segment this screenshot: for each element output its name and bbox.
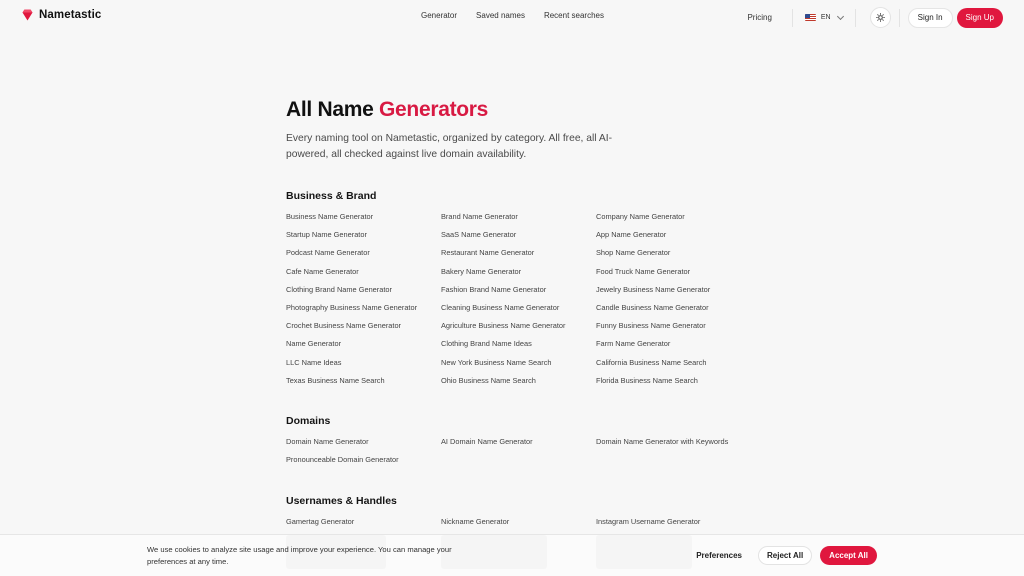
generator-link[interactable]: Food Truck Name Generator xyxy=(596,266,691,276)
main-nav xyxy=(421,11,604,20)
header-divider xyxy=(792,9,793,27)
generator-link[interactable]: Jewelry Business Name Generator xyxy=(596,284,711,294)
generator-link[interactable]: Business Name Generator xyxy=(286,212,374,221)
generator-link-grid xyxy=(286,212,756,394)
page-subtitle: Every naming tool on Nametastic, organized by category. All free, all AI-powered, all checked against live domain availability. xyxy=(286,133,613,160)
obscured-content xyxy=(596,535,692,569)
generator-link-grid xyxy=(286,437,756,473)
generator-link[interactable]: Farm Name Generator xyxy=(596,339,671,349)
sun-icon xyxy=(876,13,885,22)
nav-saved-names[interactable]: Saved names xyxy=(476,11,525,20)
generator-link[interactable]: Name Generator xyxy=(286,339,342,349)
sign-in-button[interactable]: Sign In xyxy=(908,8,953,28)
cookie-message: We use cookies to analyze site usage and improve your experience. You can manage your preferences at any time. xyxy=(147,545,452,567)
generator-link[interactable]: Podcast Name Generator xyxy=(286,248,370,258)
cookie-banner xyxy=(0,534,1024,576)
generator-link[interactable]: Photography Business Name Generator xyxy=(286,302,418,312)
main-content xyxy=(286,98,756,526)
generator-link[interactable]: Domain Name Generator xyxy=(286,437,369,446)
generator-link[interactable]: Restaurant Name Generator xyxy=(441,248,535,258)
generator-link[interactable]: Texas Business Name Search xyxy=(286,375,385,385)
generator-link[interactable]: Company Name Generator xyxy=(596,212,685,221)
generator-link[interactable]: Crochet Business Name Generator xyxy=(286,321,402,331)
section-title: Business & Brand xyxy=(286,190,377,202)
generator-link[interactable]: Candle Business Name Generator xyxy=(596,302,709,312)
generator-link[interactable]: SaaS Name Generator xyxy=(441,230,517,240)
generator-link[interactable]: Brand Name Generator xyxy=(441,212,518,221)
generator-link[interactable]: Gamertag Generator xyxy=(286,517,355,526)
section-title: Usernames & Handles xyxy=(286,495,397,507)
generator-link[interactable]: Instagram Username Generator xyxy=(596,517,701,526)
language-selector[interactable] xyxy=(801,14,847,21)
section-domains xyxy=(286,415,756,473)
generator-link[interactable]: Clothing Brand Name Ideas xyxy=(441,339,532,349)
generator-link[interactable]: Shop Name Generator xyxy=(596,248,671,258)
pricing-link[interactable]: Pricing xyxy=(747,13,772,22)
generator-link[interactable]: Bakery Name Generator xyxy=(441,266,522,276)
title-accent: Generators xyxy=(379,98,489,121)
generator-link[interactable]: Nickname Generator xyxy=(441,517,510,526)
cookie-accept-all-button[interactable]: Accept All xyxy=(820,546,877,565)
language-label: EN xyxy=(820,14,831,21)
cookie-preferences-button[interactable]: Preferences xyxy=(696,551,742,560)
us-flag-icon xyxy=(805,14,816,21)
generator-link[interactable]: Domain Name Generator with Keywords xyxy=(596,437,729,446)
page-title xyxy=(286,98,756,122)
brand-name: Nametastic xyxy=(39,9,102,21)
generator-link[interactable]: Ohio Business Name Search xyxy=(441,375,536,385)
top-header xyxy=(0,0,1024,34)
generator-link[interactable]: Cafe Name Generator xyxy=(286,266,359,276)
nav-recent-searches[interactable]: Recent searches xyxy=(543,11,604,20)
section-title: Domains xyxy=(286,415,331,427)
generator-link[interactable]: California Business Name Search xyxy=(596,357,707,367)
generator-link[interactable]: Clothing Brand Name Generator xyxy=(286,284,392,294)
generator-link-grid xyxy=(286,517,756,535)
generator-link[interactable]: Florida Business Name Search xyxy=(596,375,698,385)
theme-toggle-button[interactable] xyxy=(870,7,891,28)
generator-link[interactable]: New York Business Name Search xyxy=(441,357,552,367)
header-divider xyxy=(855,9,856,27)
generator-link[interactable]: Agriculture Business Name Generator xyxy=(441,321,566,331)
sign-up-button[interactable]: Sign Up xyxy=(957,8,1003,28)
generator-link[interactable]: AI Domain Name Generator xyxy=(441,437,533,446)
header-actions xyxy=(747,7,1003,28)
generator-link[interactable]: App Name Generator xyxy=(596,230,667,240)
chevron-down-icon xyxy=(837,12,844,19)
section-business-brand xyxy=(286,190,756,394)
generator-link[interactable]: LLC Name Ideas xyxy=(286,357,342,367)
cookie-reject-all-button[interactable]: Reject All xyxy=(758,546,812,565)
cookie-actions xyxy=(688,546,877,565)
generator-link[interactable]: Pronounceable Domain Generator xyxy=(286,455,399,465)
gem-icon xyxy=(22,9,33,21)
brand-logo[interactable] xyxy=(22,9,101,21)
generator-link[interactable]: Fashion Brand Name Generator xyxy=(441,284,547,294)
generator-link[interactable]: Funny Business Name Generator xyxy=(596,321,706,331)
header-divider xyxy=(899,9,900,27)
nav-generator[interactable]: Generator xyxy=(421,11,458,20)
generator-link[interactable]: Startup Name Generator xyxy=(286,230,367,240)
title-main: All Name xyxy=(286,98,374,121)
section-usernames-handles xyxy=(286,495,756,535)
generator-link[interactable]: Cleaning Business Name Generator xyxy=(441,302,560,312)
